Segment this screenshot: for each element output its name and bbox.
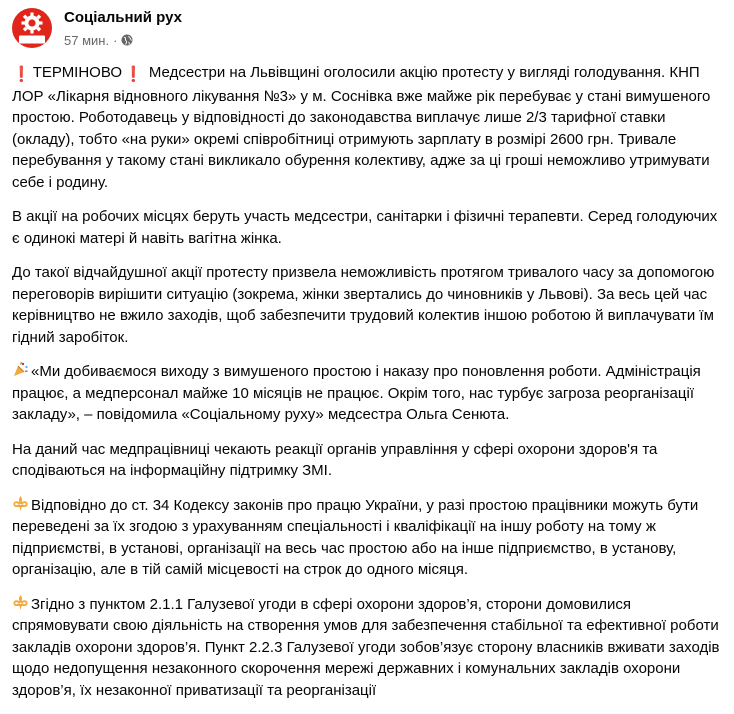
urgent-label: ТЕРМІНОВО bbox=[32, 64, 123, 81]
post-paragraph-1 bbox=[12, 62, 724, 193]
paragraph-text: Згідно з пунктом 2.1.1 Галузевої угоди в сфері охорони здоров’я, сторони домовилися спрямовувати свою діяльність на створення умов для забезпечення стабільної та ефективної роботи закладів охорони здоров’я. Пункт 2.2.3 Галузевої угоди зобов’язує сторону власників вживати заходів щодо недопущення незаконного скорочення мережі державних і комунальних закладів охорони здоров’я, їх незаконної приватизації та реорганізації bbox=[12, 595, 720, 699]
paragraph-text: Відповідно до ст. 34 Кодексу законів про працю України, у разі простою працівники можуть бути переведені за їх згодою з урахуванням спеціальності і кваліфікації на іншу роботу на тому ж підприємстві, в установі, організації на весь час простою або на інше підприємство, в установу, організацію, але в тій самій місцевості на строк до одного місяця. bbox=[12, 496, 699, 578]
fleur-de-lis-icon bbox=[12, 495, 29, 512]
post-paragraph-5: На даний час медпрацівниці чекають реакції органів управління у сфері охорони здоров'я та сподіваються на інформаційну підтримку ЗМІ. bbox=[12, 440, 658, 479]
post-paragraph-6 bbox=[12, 495, 724, 581]
post-paragraph-3: До такої відчайдушної акції протесту призвела неможливість протягом тривалого часу за допомогою переговорів вирішити ситуацію (зокрема, жінки звертались до чиновників у Львові). За весь цей час керівництво не вжило заходів, щоб забезпечити трудовий колектив іншою роботою й виплачувати їм гідний заробіток. bbox=[12, 264, 715, 346]
post-meta bbox=[64, 32, 133, 48]
post-paragraph-7 bbox=[12, 594, 724, 702]
fleur-de-lis-icon bbox=[12, 594, 29, 611]
page-avatar[interactable] bbox=[12, 8, 52, 48]
red-exclamation-icon: ❗ bbox=[124, 66, 143, 83]
party-popper-icon bbox=[12, 361, 29, 378]
page-name[interactable]: Соціальний рух bbox=[64, 9, 182, 26]
red-exclamation-icon: ❗ bbox=[12, 66, 31, 83]
post-paragraph-2: В акції на робочих місцях беруть участь медсестри, санітарки і фізичні терапевти. Серед голодуючих є одинокі матері й навіть вагітна жінка. bbox=[12, 208, 718, 247]
globe-icon[interactable] bbox=[121, 34, 133, 46]
post-time[interactable]: 57 мин. bbox=[64, 32, 110, 48]
paragraph-text: Медсестри на Львівщині оголосили акцію протесту у вигляді голодування. КНП ЛОР «Лікарня відновного лікування №3» у м. Соснівка вже майже рік перебуває у стані вимушеного простою. Роботодавець у відповідності до законодавства виплачує лише 2/3 тарифної ставки (окладу), тобто «на руки» окремі співробітниці отримують зарплату в розмірі 2600 грн. Тривале перебування у такому стані викликало обурення колективу, адже за ці гроші неможливо утримувати себе і родину. bbox=[12, 64, 711, 191]
paragraph-text: «Ми добиваємося виходу з вимушеного простою і наказу про поновлення роботи. Адміністрація працює, а медперсонал майже 10 місяців не працює. Окрім того, нас турбує загроза реорганізації закладу», – повідомила «Соціальному руху» медсестра Ольга Сенюта. bbox=[12, 363, 701, 423]
post-body bbox=[12, 62, 724, 714]
post-paragraph-4 bbox=[12, 361, 724, 426]
post-header bbox=[12, 8, 722, 52]
meta-separator: · bbox=[113, 32, 118, 48]
social-movement-logo-icon bbox=[12, 8, 52, 48]
